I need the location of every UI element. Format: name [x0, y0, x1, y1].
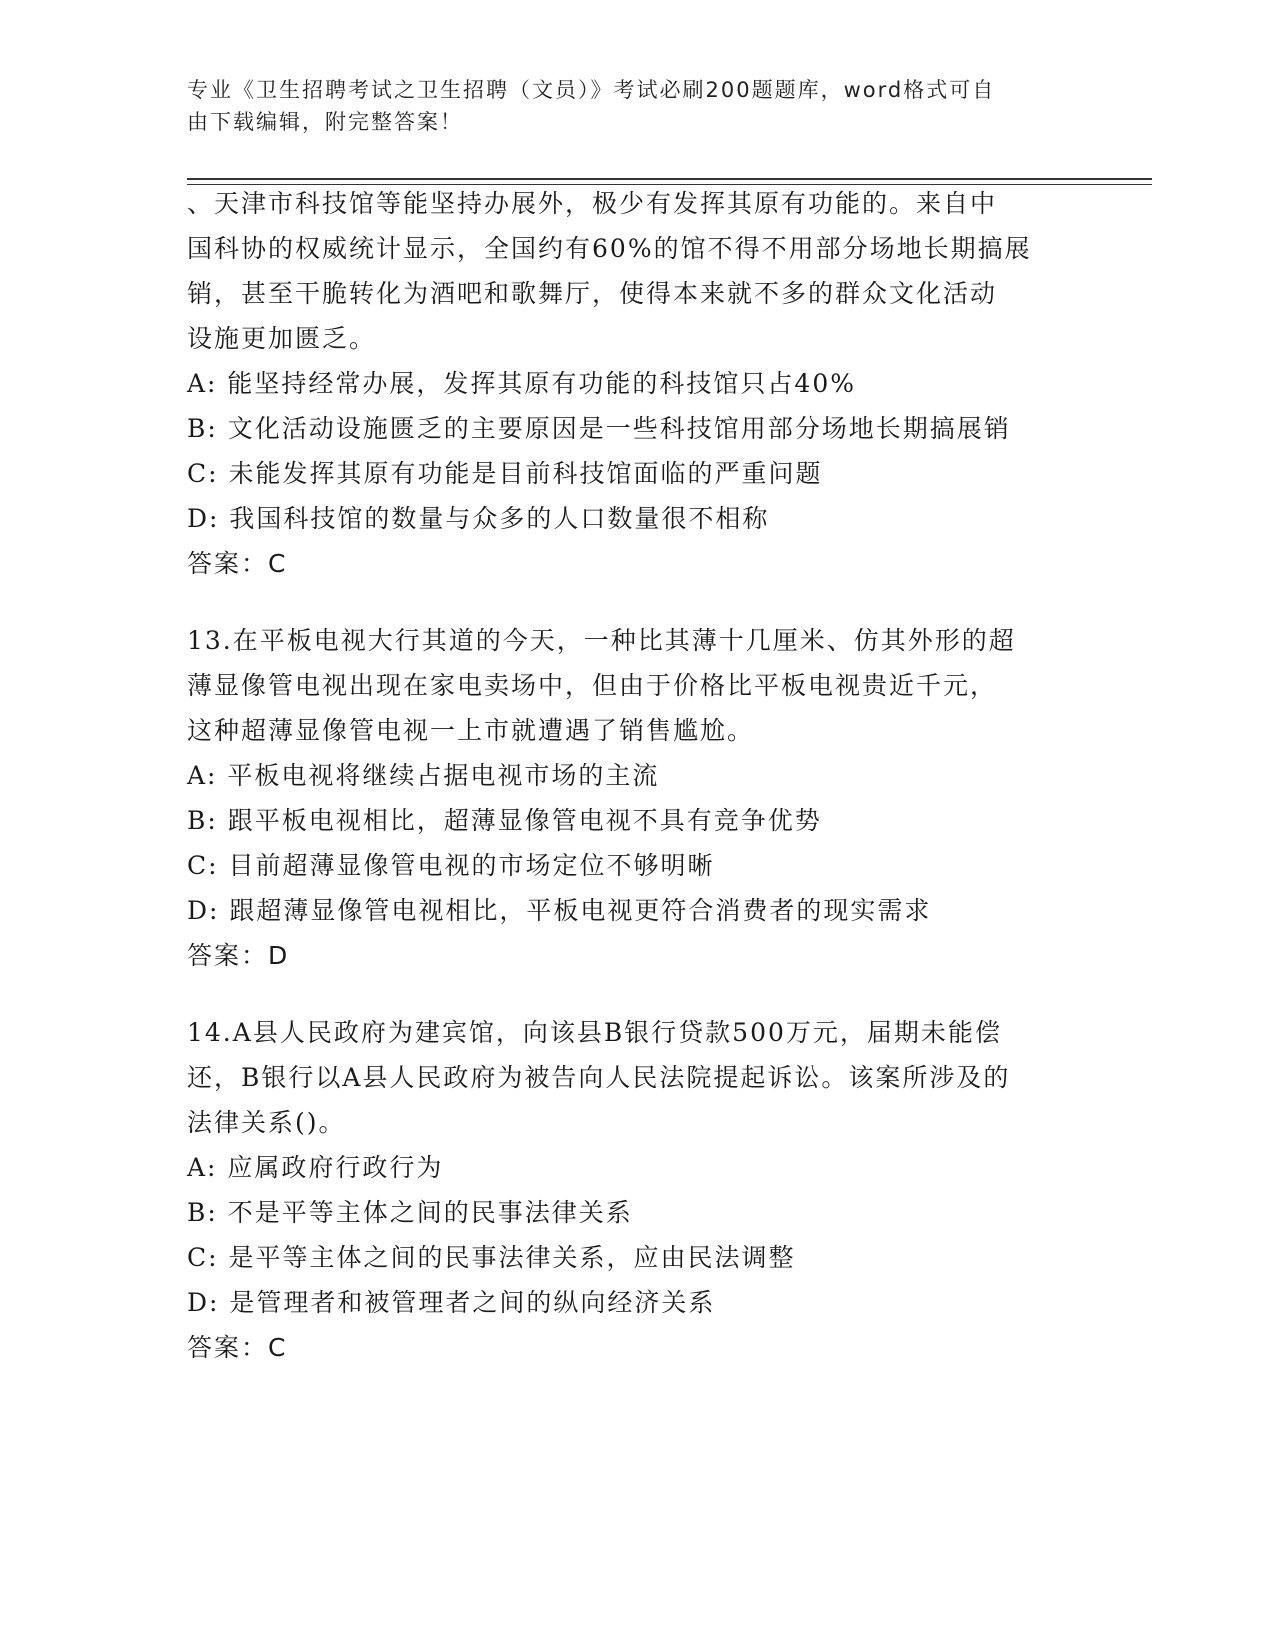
option-d: D: 我国科技馆的数量与众多的人口数量很不相称 [187, 504, 770, 533]
question-stem-line: 14.A县人民政府为建宾馆，向该县B银行贷款500万元，届期未能偿 [187, 1018, 1002, 1047]
header-line-1: 专业《卫生招聘考试之卫生招聘（文员）》考试必刷200题题库，word格式可自 [187, 78, 996, 102]
question-stem-line: 这种超薄显像管电视一上市就遭遇了销售尴尬。 [187, 716, 755, 745]
option-b: B: 文化活动设施匮乏的主要原因是一些科技馆用部分场地长期搞展销 [187, 414, 1011, 443]
header-line-2: 由下载编辑，附完整答案！ [187, 110, 463, 134]
question-13 [187, 618, 1087, 979]
question-stem-line: 薄显像管电视出现在家电卖场中，但由于价格比平板电视贵近千元， [187, 671, 998, 700]
option-d: D: 是管理者和被管理者之间的纵向经济关系 [187, 1288, 716, 1317]
question-stem-line: 国科协的权威统计显示，全国约有60%的馆不得不用部分场地长期搞展 [187, 234, 1032, 263]
option-b: B: 不是平等主体之间的民事法律关系 [187, 1198, 633, 1227]
header-rule-thick [187, 178, 1152, 180]
question-12 [187, 181, 1087, 587]
question-stem-line: 销，甚至干脆转化为酒吧和歌舞厅，使得本来就不多的群众文化活动 [187, 279, 998, 308]
answer-line: 答案：C [187, 549, 288, 578]
question-stem-line: 、天津市科技馆等能坚持办展外，极少有发挥其原有功能的。来自中 [187, 189, 998, 218]
option-c: C: 是平等主体之间的民事法律关系，应由民法调整 [187, 1243, 796, 1272]
option-c: C: 未能发挥其原有功能是目前科技馆面临的严重问题 [187, 459, 823, 488]
option-a: A: 能坚持经常办展，发挥其原有功能的科技馆只占40% [187, 369, 856, 398]
option-c: C: 目前超薄显像管电视的市场定位不够明晰 [187, 851, 715, 880]
question-stem-line: 还，B银行以A县人民政府为被告向人民法院提起诉讼。该案所涉及的 [187, 1063, 1011, 1092]
answer-line: 答案：C [187, 1333, 288, 1362]
question-14 [187, 1010, 1087, 1371]
question-stem-line: 法律关系()。 [187, 1108, 346, 1137]
option-a: A: 应属政府行政行为 [187, 1153, 444, 1182]
option-d: D: 跟超薄显像管电视相比，平板电视更符合消费者的现实需求 [187, 896, 932, 925]
option-b: B: 跟平板电视相比，超薄显像管电视不具有竞争优势 [187, 806, 822, 835]
option-a: A: 平板电视将继续占据电视市场的主流 [187, 761, 660, 790]
question-stem-line: 设施更加匮乏。 [187, 324, 377, 353]
answer-line: 答案：D [187, 941, 290, 970]
question-stem-line: 13.在平板电视大行其道的今天，一种比其薄十几厘米、仿其外形的超 [187, 626, 1016, 655]
document-header [187, 74, 1067, 138]
